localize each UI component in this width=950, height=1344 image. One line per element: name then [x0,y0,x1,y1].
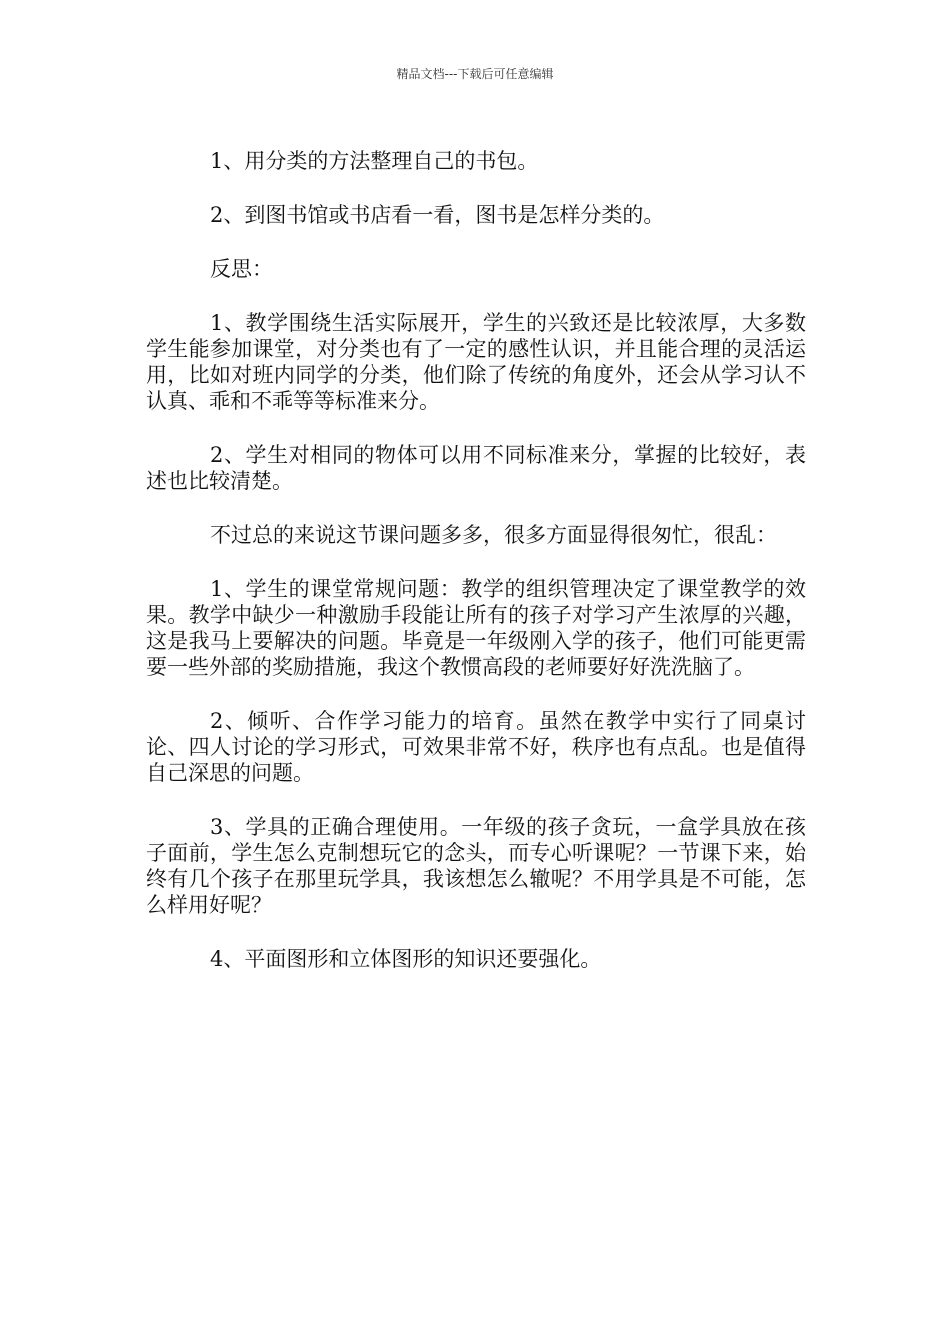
paragraph-reflection-1: 1、教学围绕生活实际展开，学生的兴致还是比较浓厚，大多数学生能参加课堂，对分类也有了一定的感性认识，并且能合理的灵活运用，比如对班内同学的分类，他们除了传统的角度外，还会从学习认不认真、乖和不乖等等标准来分。 [146,311,806,413]
paragraph-problem-4: 4、平面图形和立体图形的知识还要强化。 [210,947,602,971]
paragraph-reflection-2: 2、学生对相同的物体可以用不同标准来分，掌握的比较好，表述也比较清楚。 [146,443,806,493]
paragraph-problem-2: 2、倾听、合作学习能力的培育。虽然在教学中实行了同桌讨论、四人讨论的学习形式，可效果非常不好，秩序也有点乱。也是值得自己深思的问题。 [146,709,806,785]
paragraph-problem-3: 3、学具的正确合理使用。一年级的孩子贪玩，一盒学具放在孩子面前，学生怎么克制想玩它的念头，而专心听课呢？一节课下来，始终有几个孩子在那里玩学具，我该想怎么辙呢？不用学具是不可能，怎么样用好呢？ [146,815,806,917]
paragraph-homework-1: 1、用分类的方法整理自己的书包。 [210,149,539,173]
paragraph-problems-intro: 不过总的来说这节课问题多多，很多方面显得很匆忙，很乱： [210,523,777,547]
paragraph-problem-1: 1、学生的课堂常规问题：教学的组织管理决定了课堂教学的效果。教学中缺少一种激励手段能让所有的孩子对学习产生浓厚的兴趣，这是我马上要解决的问题。毕竟是一年级刚入学的孩子，他们可能更需要一些外部的奖励措施，我这个教惯高段的老师要好好洗洗脑了。 [146,577,806,679]
paragraph-reflection-heading: 反思： [210,257,273,281]
document-body [146,148,806,1000]
page-header: 精品文档---下载后可任意编辑 [396,67,554,81]
paragraph-homework-2: 2、到图书馆或书店看一看，图书是怎样分类的。 [210,203,665,227]
